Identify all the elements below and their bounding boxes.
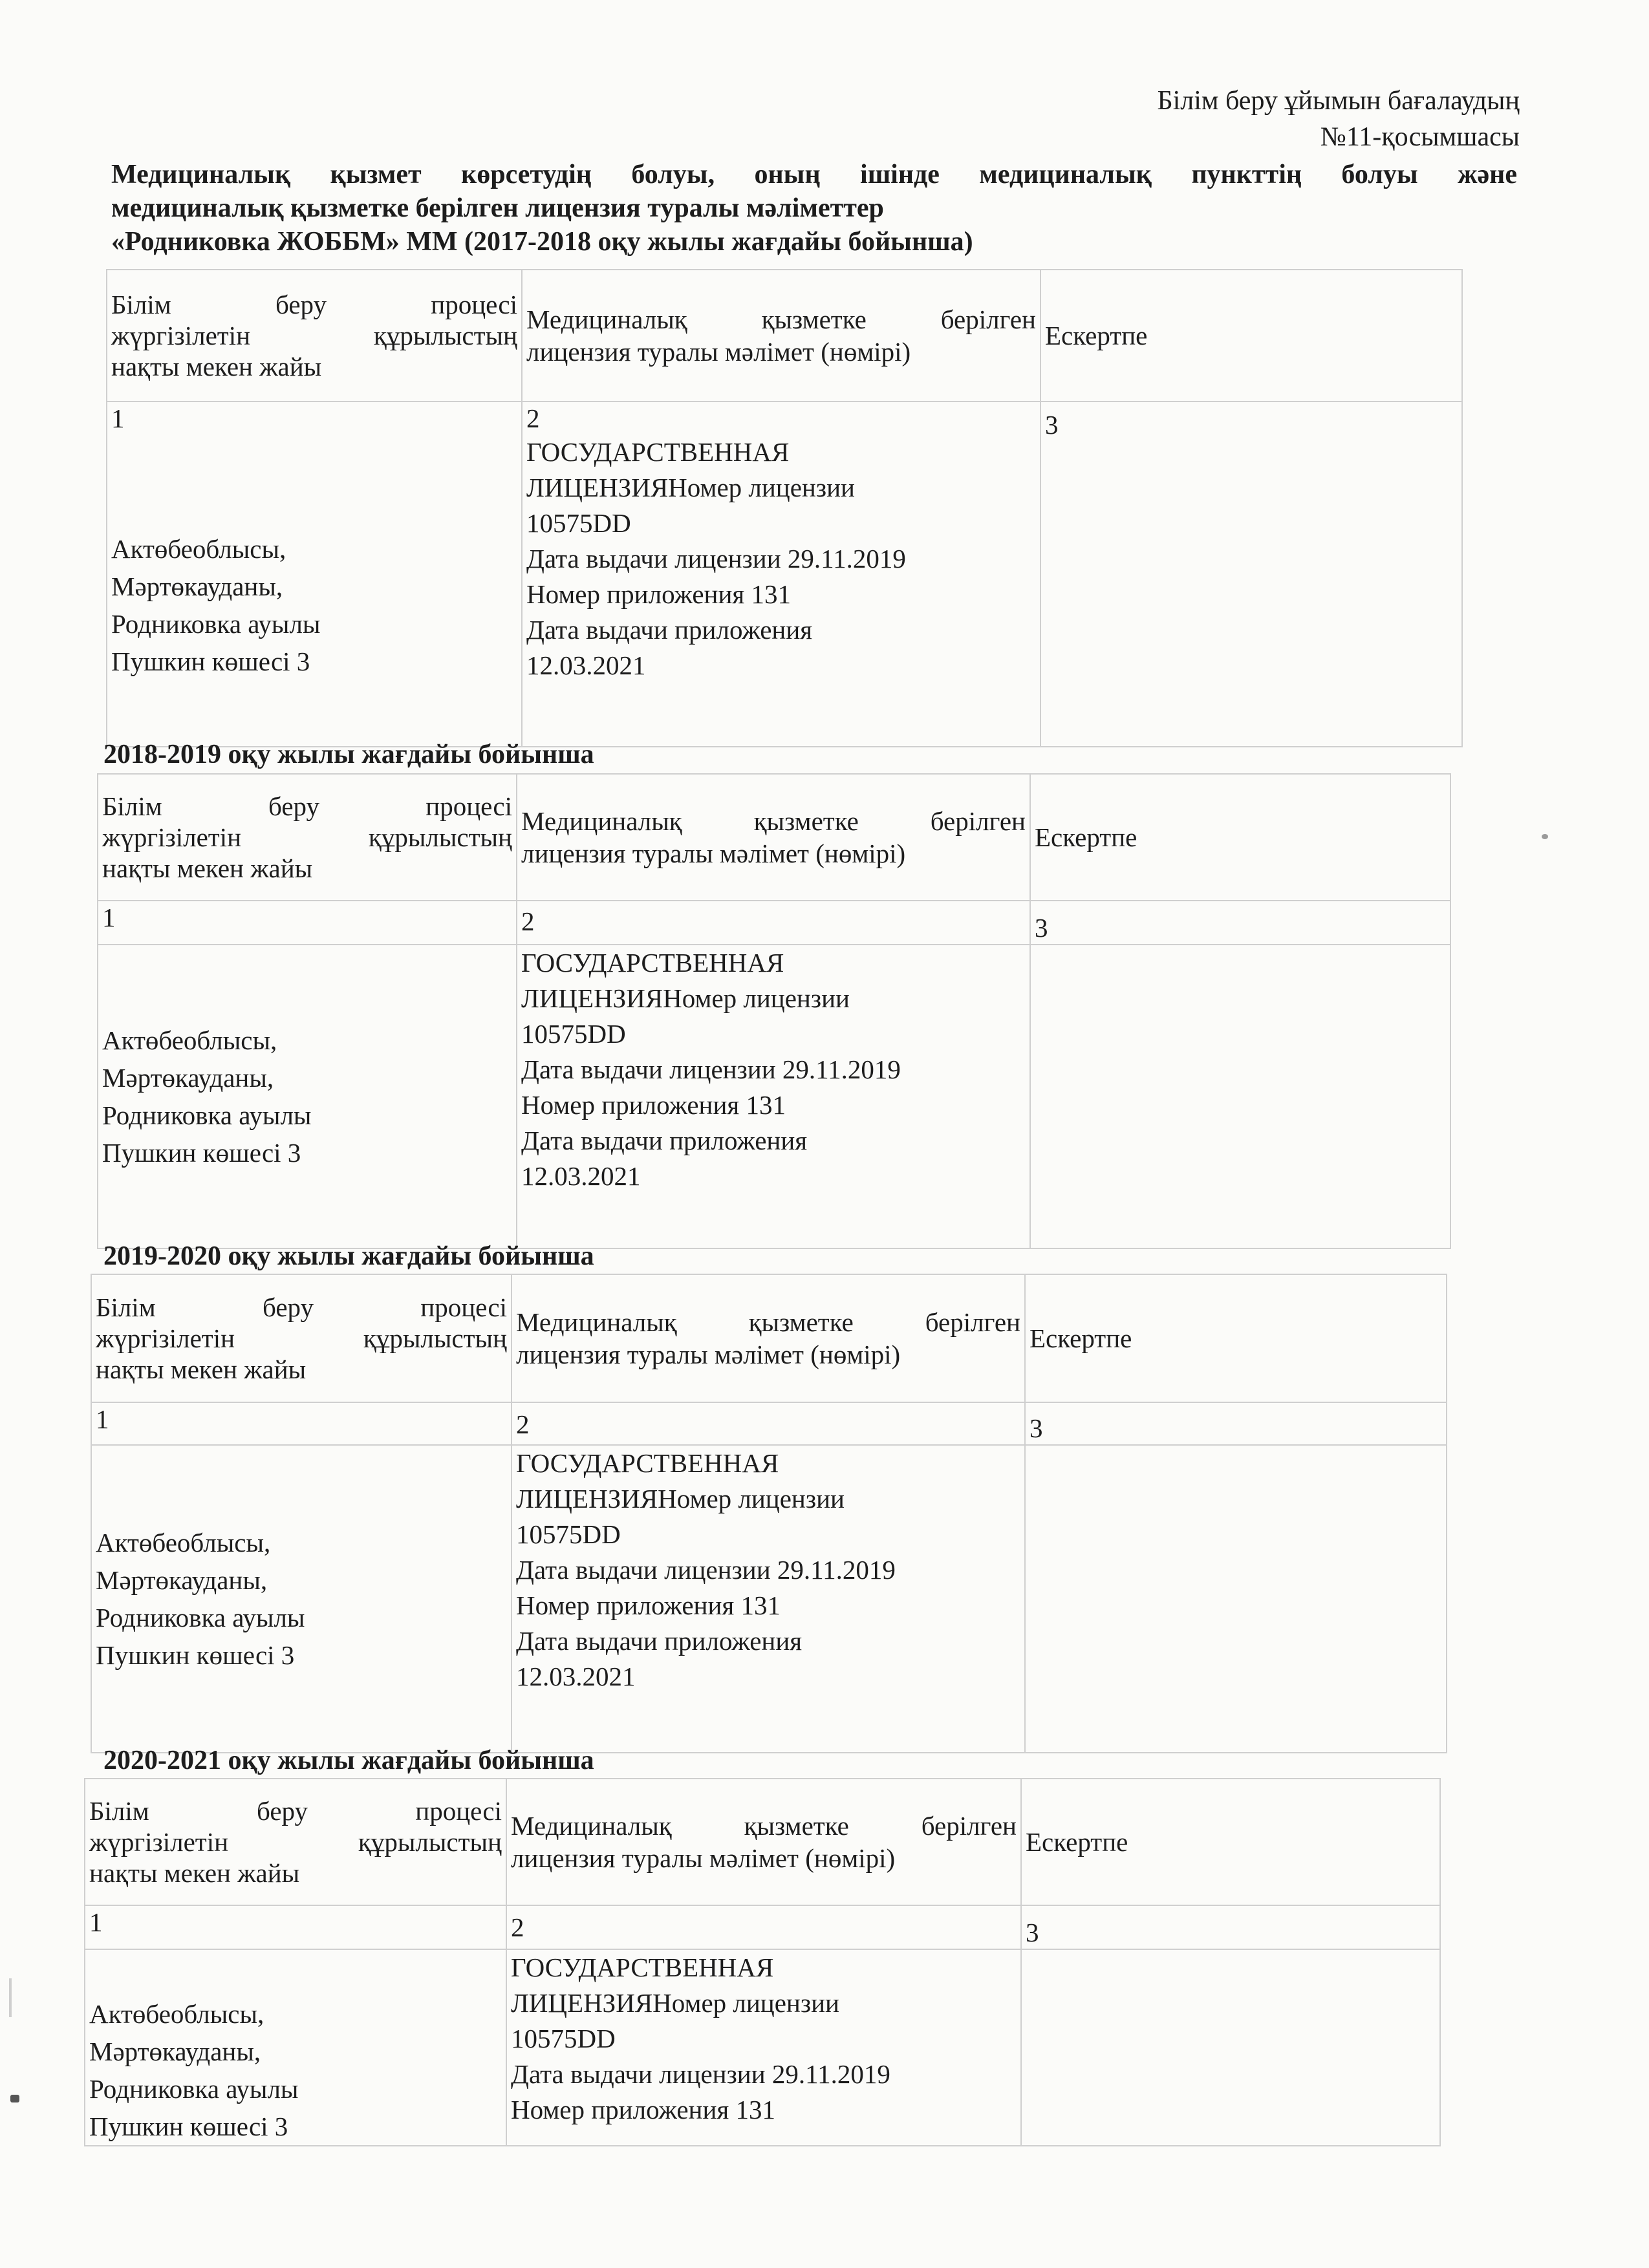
note-cell [1040, 401, 1462, 747]
license-line-7: 12.03.2021 [516, 1662, 636, 1691]
title-line-1: Медициналық қызмет көрсетудің болуы, оның ішінде медициналық пункттің болуы және [111, 160, 1517, 189]
license-line-1: ГОСУДАРСТВЕННАЯ [511, 1952, 774, 1982]
license-line-1: ГОСУДАРСТВЕННАЯ [526, 437, 790, 467]
title-line-2: медициналық қызметке берілген лицензия туралы мәліметтер [111, 193, 884, 223]
address-line-3: Родниковка ауылы [89, 2074, 299, 2104]
license-line-3: 10575DD [516, 1519, 621, 1549]
address-line-2: Мәртөкауданы, [102, 1063, 274, 1093]
address-line-1: Актөбеоблысы, [102, 1025, 277, 1055]
license-table-2017-2018 [106, 269, 1463, 747]
header-note: Ескертпе [1025, 1274, 1447, 1402]
license-line-6: Дата выдачи приложения [516, 1626, 803, 1656]
license-table-2019-2020 [91, 1274, 1447, 1753]
license-line-2: ЛИЦЕНЗИЯНомер лицензии [526, 473, 855, 502]
license-line-3: 10575DD [511, 2024, 616, 2053]
column-number-1: 1 [98, 901, 517, 945]
license-line-6: Дата выдачи приложения [521, 1126, 808, 1155]
license-line-7: 12.03.2021 [526, 650, 646, 680]
section-title-2020-2021: 2020-2021 оқу жылы жағдайы бойынша [103, 1746, 594, 1775]
license-line-1: ГОСУДАРСТВЕННАЯ [516, 1448, 779, 1478]
header-license-info: Медициналық қызметке берілген лицензия туралы мәлімет (нөмірі) [506, 1779, 1021, 1905]
document-title [111, 158, 1517, 259]
address-line-1: Актөбеоблысы, [89, 1999, 264, 2029]
header-note: Ескертпе [1021, 1779, 1440, 1905]
license-line-5: Номер приложения 131 [526, 579, 792, 609]
address-line-3: Родниковка ауылы [102, 1100, 312, 1130]
column-number-1: 1 [111, 403, 125, 433]
address-line-4: Пушкин көшесі 3 [89, 2112, 288, 2141]
address-cell [107, 401, 522, 747]
scan-mark [10, 2095, 19, 2102]
license-line-1: ГОСУДАРСТВЕННАЯ [521, 948, 784, 978]
section-title-2018-2019: 2018-2019 оқу жылы жағдайы бойынша [103, 740, 594, 769]
column-number-2: 2 [526, 403, 540, 433]
address-line-3: Родниковка ауылы [111, 609, 321, 639]
license-table-2018-2019 [97, 773, 1451, 1249]
column-number-3: 3 [1025, 1402, 1447, 1445]
license-cell [522, 401, 1040, 747]
license-line-3: 10575DD [526, 508, 631, 538]
license-line-2: ЛИЦЕНЗИЯНомер лицензии [521, 983, 850, 1013]
license-cell [512, 1445, 1025, 1753]
license-line-5: Номер приложения 131 [516, 1590, 781, 1620]
section-title-2019-2020: 2019-2020 оқу жылы жағдайы бойынша [103, 1241, 594, 1271]
address-line-4: Пушкин көшесі 3 [96, 1640, 295, 1670]
address-cell [91, 1445, 512, 1753]
license-cell [506, 1949, 1021, 2146]
note-cell [1030, 945, 1450, 1248]
address-line-4: Пушкин көшесі 3 [102, 1138, 301, 1168]
header-address: Білім беру процесі жүргізілетін құрылыстың нақты мекен жайы [91, 1274, 512, 1402]
license-line-4: Дата выдачи лицензии 29.11.2019 [521, 1054, 901, 1084]
license-line-4: Дата выдачи лицензии 29.11.2019 [526, 544, 906, 573]
column-number-1: 1 [85, 1905, 506, 1949]
license-line-4: Дата выдачи лицензии 29.11.2019 [516, 1555, 896, 1585]
header-license-info: Медициналық қызметке берілген лицензия туралы мәлімет (нөмірі) [522, 270, 1040, 401]
address-cell [98, 945, 517, 1248]
title-line-3: «Родниковка ЖОББМ» ММ (2017-2018 оқу жылы жағдайы бойынша) [111, 227, 973, 257]
address-line-4: Пушкин көшесі 3 [111, 647, 310, 676]
license-table-2020-2021 [84, 1778, 1441, 2146]
address-line-2: Мәртөкауданы, [111, 572, 283, 601]
license-line-4: Дата выдачи лицензии 29.11.2019 [511, 2059, 890, 2089]
scan-mark [9, 1978, 12, 2017]
header-address: Білім беру процесі жүргізілетін құрылыстың нақты мекен жайы [85, 1779, 506, 1905]
header-license-info: Медициналық қызметке берілген лицензия туралы мәлімет (нөмірі) [517, 774, 1030, 901]
address-cell [85, 1949, 506, 2146]
address-line-1: Актөбеоблысы, [96, 1528, 271, 1557]
column-number-2: 2 [517, 901, 1030, 945]
column-number-1: 1 [91, 1402, 512, 1445]
address-line-3: Родниковка ауылы [96, 1603, 305, 1632]
column-number-2: 2 [506, 1905, 1021, 1949]
license-line-6: Дата выдачи приложения [526, 615, 813, 645]
license-line-3: 10575DD [521, 1019, 626, 1049]
column-number-3: 3 [1030, 901, 1450, 945]
license-line-2: ЛИЦЕНЗИЯНомер лицензии [511, 1988, 839, 2018]
license-line-2: ЛИЦЕНЗИЯНомер лицензии [516, 1484, 845, 1514]
address-line-2: Мәртөкауданы, [89, 2037, 261, 2066]
license-line-5: Номер приложения 131 [511, 2095, 776, 2124]
license-line-5: Номер приложения 131 [521, 1090, 786, 1120]
scan-mark [1542, 834, 1548, 839]
license-line-7: 12.03.2021 [521, 1161, 641, 1191]
address-line-1: Актөбеоблысы, [111, 534, 286, 564]
column-number-3: 3 [1021, 1905, 1440, 1949]
license-cell [517, 945, 1030, 1248]
note-cell [1021, 1949, 1440, 2146]
header-license-info: Медициналық қызметке берілген лицензия туралы мәлімет (нөмірі) [512, 1274, 1025, 1402]
header-address: Білім беру процесі жүргізілетін құрылыстың нақты мекен жайы [107, 270, 522, 401]
header-address: Білім беру процесі жүргізілетін құрылыстың нақты мекен жайы [98, 774, 517, 901]
column-number-2: 2 [512, 1402, 1025, 1445]
appendix-line-2: №11-қосымшасы [1320, 122, 1520, 152]
appendix-note [808, 83, 1520, 155]
header-note: Ескертпе [1030, 774, 1450, 901]
address-line-2: Мәртөкауданы, [96, 1565, 268, 1595]
column-number-3: 3 [1045, 410, 1059, 440]
appendix-line-1: Білім беру ұйымын бағалаудың [1157, 86, 1520, 116]
note-cell [1025, 1445, 1447, 1753]
header-note: Ескертпе [1040, 270, 1462, 401]
